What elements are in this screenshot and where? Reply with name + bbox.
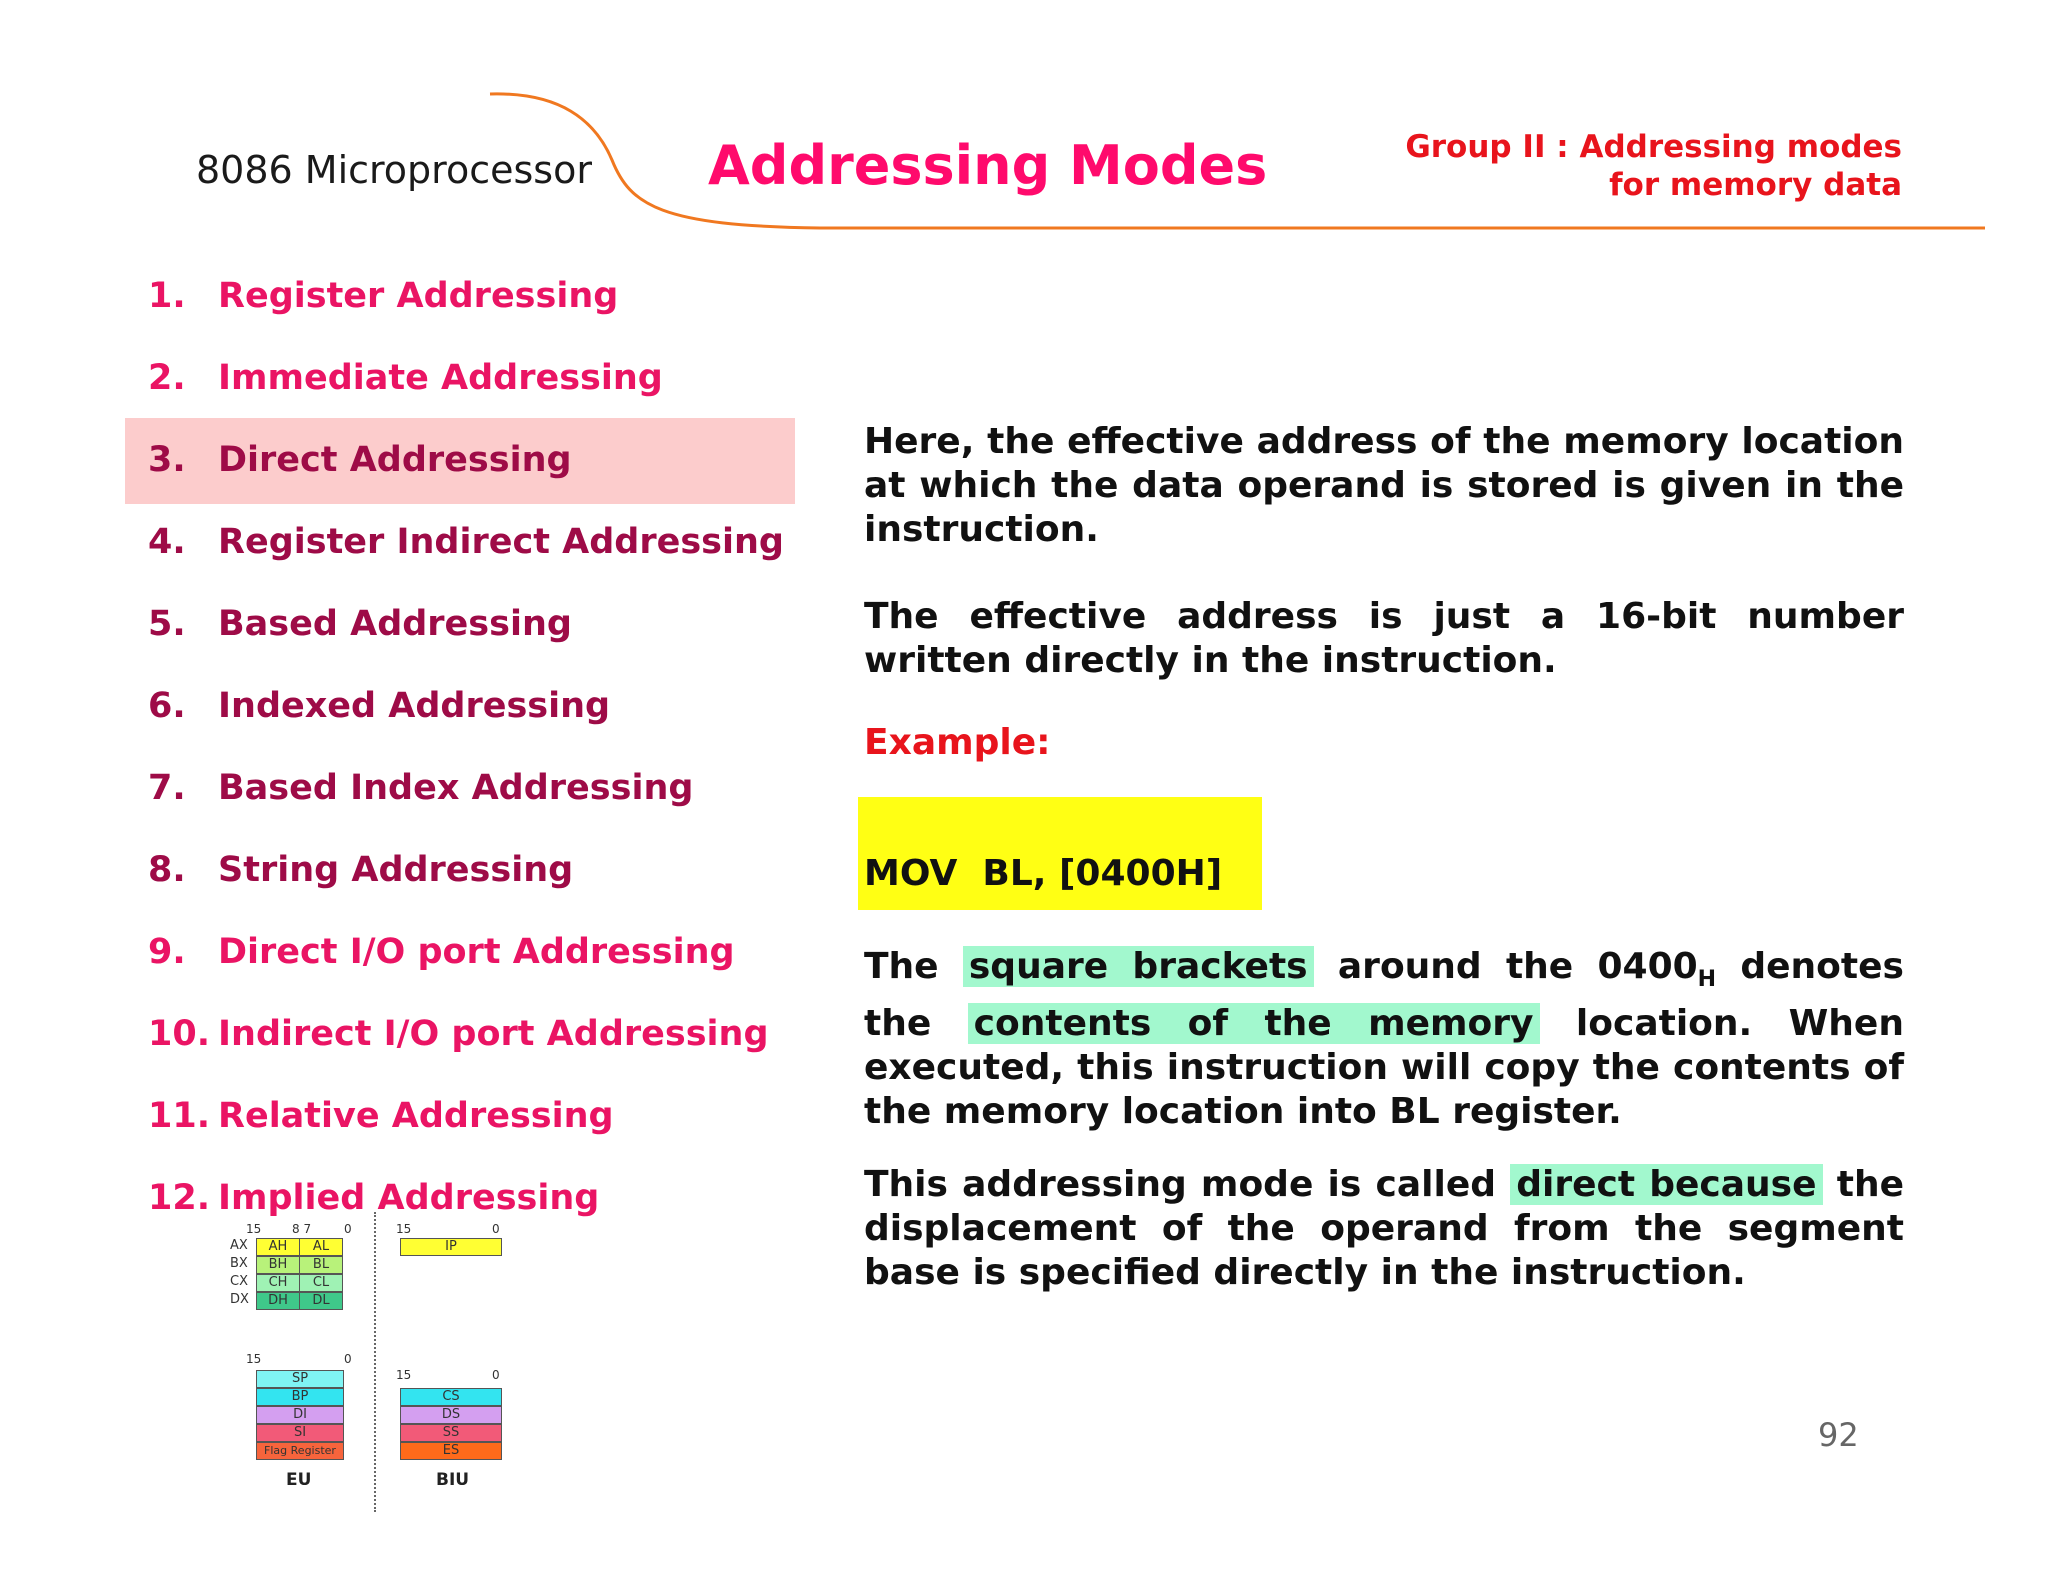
list-item-label: Based Index Addressing (218, 768, 694, 808)
eu-biu-divider (374, 1212, 376, 1512)
highlight-contents-memory: contents of the memory (968, 1003, 1540, 1044)
register-dh: DH (256, 1292, 300, 1310)
list-item-label: Register Indirect Addressing (218, 522, 784, 562)
list-item: 5. Based Addressing (148, 604, 572, 644)
list-item: 11. Relative Addressing (148, 1096, 614, 1136)
register-bl: BL (299, 1256, 343, 1274)
register-ch: CH (256, 1274, 300, 1292)
highlight-direct-because: direct because (1510, 1164, 1822, 1205)
list-item: 10. Indirect I/O port Addressing (148, 1014, 769, 1054)
register-cl: CL (299, 1274, 343, 1292)
list-item: 4. Register Indirect Addressing (148, 522, 784, 562)
list-item: 9. Direct I/O port Addressing (148, 932, 735, 972)
list-item-label: Direct I/O port Addressing (218, 932, 735, 972)
page-title: Addressing Modes (708, 134, 1268, 197)
register-sp: SP (256, 1370, 344, 1388)
paragraph-1: Here, the effective address of the memory location at which the data operand is stored is given in the instruction. (864, 421, 1904, 550)
group-line-2: for memory data (1609, 167, 1902, 203)
register-bh: BH (256, 1256, 300, 1274)
register-ds: DS (400, 1406, 502, 1424)
list-item-label: String Addressing (218, 850, 574, 890)
register-di: DI (256, 1406, 344, 1424)
group-line-1: Group II : Addressing modes (1405, 129, 1902, 165)
header-curve (0, 0, 2048, 240)
list-item-label: Based Addressing (218, 604, 572, 644)
list-item-current: 3. Direct Addressing (148, 440, 572, 480)
register-diagram: 15 8 7 0 AX BX CX DX AH AL BH BL CH CL DH DL 15 0 IP 15 0 15 0 SP BP DI SI Flag Register CS DS SS ES EU BIU (160, 1222, 520, 1512)
register-dl: DL (299, 1292, 343, 1310)
register-ip: IP (400, 1238, 502, 1256)
example-code: MOV BL, [0400H] (864, 853, 1223, 894)
list-item-label: Relative Addressing (218, 1096, 614, 1136)
list-item: 2. Immediate Addressing (148, 358, 663, 398)
register-es: ES (400, 1442, 502, 1460)
register-bp: BP (256, 1388, 344, 1406)
group-subtitle (1405, 128, 1902, 204)
list-item: 8. String Addressing (148, 850, 574, 890)
list-item-label: Indirect I/O port Addressing (218, 1014, 769, 1054)
register-flag: Flag Register (256, 1442, 344, 1460)
list-item-label: Register Addressing (218, 276, 619, 316)
page-number: 92 (1818, 1416, 1859, 1454)
list-item-label: Direct Addressing (218, 440, 572, 480)
list-item-label: Indexed Addressing (218, 686, 611, 726)
brand-text: 8086 Microprocessor (196, 148, 592, 192)
paragraph-3: The square brackets around the $0400_H$ denotes the contents of the memory location. When executed, this instruction will copy the contents of the memory location into BL register. (864, 946, 1904, 1133)
paragraph-2: The effective address is just a 16-bit number written directly in the instruction. (864, 596, 1904, 681)
list-item-label: Immediate Addressing (218, 358, 663, 398)
register-ss: SS (400, 1424, 502, 1442)
highlight-square-brackets: square brackets (963, 946, 1314, 987)
list-item-label: Implied Addressing (218, 1178, 600, 1218)
register-si: SI (256, 1424, 344, 1442)
register-al: AL (299, 1238, 343, 1256)
biu-label: BIU (436, 1470, 470, 1490)
paragraph-4: This addressing mode is called direct because the displacement of the operand from the segment base is specified directly in the instruction. (864, 1164, 1904, 1293)
list-item: 12. Implied Addressing (148, 1178, 600, 1218)
register-cs: CS (400, 1388, 502, 1406)
list-item: 7. Based Index Addressing (148, 768, 694, 808)
list-item: 6. Indexed Addressing (148, 686, 611, 726)
register-ah: AH (256, 1238, 300, 1256)
eu-label: EU (286, 1470, 312, 1490)
list-item: 1. Register Addressing (148, 276, 619, 316)
example-label: Example: (864, 722, 1051, 763)
